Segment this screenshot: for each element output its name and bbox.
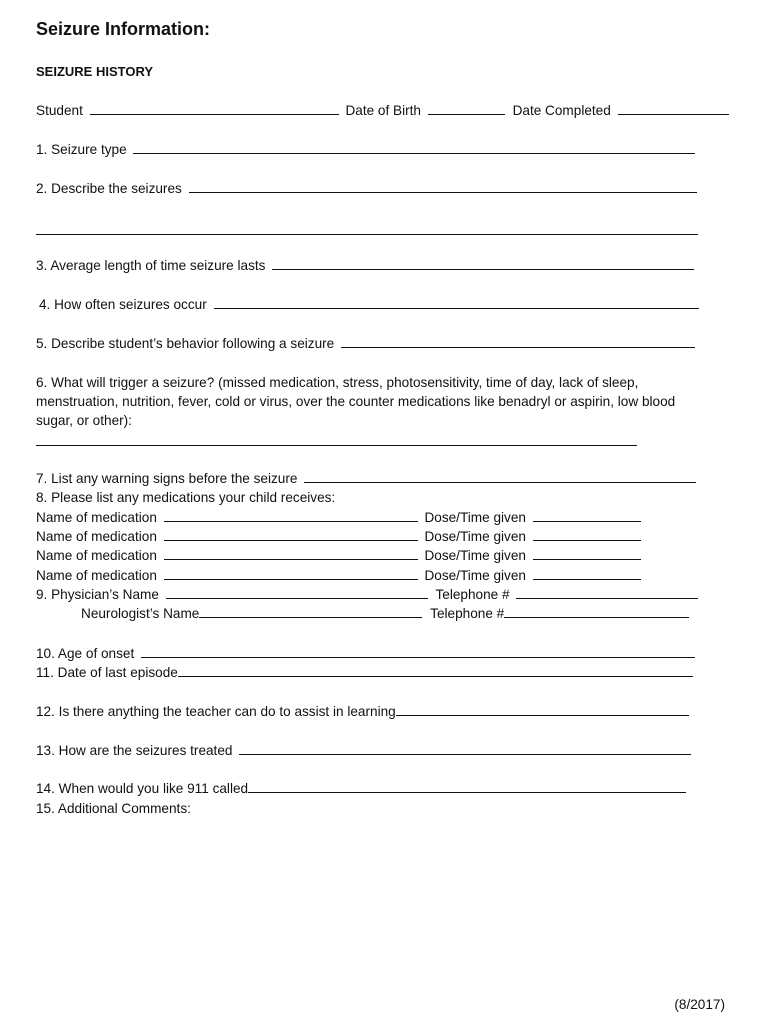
physician-telephone-field[interactable] — [516, 585, 698, 599]
question-5-label: 5. Describe student’s behavior following a seizure — [36, 336, 335, 351]
question-4-label: 4. How often seizures occur — [39, 297, 207, 312]
medication-row — [36, 566, 641, 585]
date-completed-label: Date Completed — [512, 103, 611, 118]
medication-label: Name of medication — [36, 548, 157, 563]
warning-signs-field[interactable] — [304, 469, 696, 483]
form-version: (8/2017) — [674, 997, 725, 1012]
dose-label: Dose/Time given — [424, 529, 526, 544]
date-completed-field[interactable] — [618, 101, 729, 115]
question-2-label: 2. Describe the seizures — [36, 181, 182, 196]
question-1 — [36, 140, 695, 159]
neurologist-telephone-field[interactable] — [504, 604, 689, 618]
question-6-line-2: menstruation, nutrition, fever, cold or virus, over the counter medications like benadryl or aspirin, low blood — [36, 394, 676, 409]
additional-comments-area[interactable] — [36, 822, 698, 982]
medication-row — [36, 546, 641, 565]
neurologist-name-field[interactable] — [199, 604, 422, 618]
dose-label: Dose/Time given — [424, 548, 526, 563]
question-4 — [39, 295, 699, 314]
medication-label: Name of medication — [36, 568, 157, 583]
medication-row — [36, 508, 641, 527]
question-12-label: 12. Is there anything the teacher can do to assist in learning — [36, 704, 396, 719]
dose-field[interactable] — [533, 566, 641, 580]
question-1-label: 1. Seizure type — [36, 142, 127, 157]
dob-label: Date of Birth — [345, 103, 421, 118]
dose-label: Dose/Time given — [424, 510, 526, 525]
question-5 — [36, 334, 695, 353]
student-field[interactable] — [90, 101, 339, 115]
dose-field[interactable] — [533, 508, 641, 522]
physician-name-field[interactable] — [166, 585, 428, 599]
question-10 — [36, 644, 695, 663]
question-14-label: 14. When would you like 911 called — [36, 781, 249, 796]
question-6-line-3: sugar, or other): — [36, 413, 132, 428]
question-13-label: 13. How are the seizures treated — [36, 743, 233, 758]
frequency-field[interactable] — [214, 295, 699, 309]
medication-name-field[interactable] — [164, 508, 418, 522]
question-11-label: 11. Date of last episode — [36, 665, 178, 680]
dose-field[interactable] — [533, 546, 641, 560]
seizure-type-field[interactable] — [133, 140, 695, 154]
question-8-label: 8. Please list any medications your child receives: — [36, 490, 336, 505]
question-14 — [36, 779, 686, 798]
describe-seizures-field-2[interactable] — [36, 221, 698, 235]
question-6-line-1: 6. What will trigger a seizure? (missed medication, stress, photosensitivity, time of day, lack of sleep, — [36, 375, 639, 390]
call-911-field[interactable] — [248, 779, 686, 793]
question-2 — [36, 179, 697, 198]
age-of-onset-field[interactable] — [141, 644, 695, 658]
question-3 — [36, 256, 694, 275]
medication-row — [36, 527, 641, 546]
medication-name-field[interactable] — [164, 527, 418, 541]
question-10-label: 10. Age of onset — [36, 646, 135, 661]
medication-label: Name of medication — [36, 529, 157, 544]
question-11 — [36, 663, 693, 682]
behavior-after-field[interactable] — [341, 334, 695, 348]
dob-field[interactable] — [428, 101, 505, 115]
neurologist-telephone-label: Telephone # — [430, 606, 505, 621]
question-15-label: 15. Additional Comments: — [36, 801, 191, 816]
question-7-label: 7. List any warning signs before the seizure — [36, 471, 298, 486]
medication-name-field[interactable] — [164, 546, 418, 560]
average-length-field[interactable] — [272, 256, 694, 270]
question-13 — [36, 741, 691, 760]
question-7 — [36, 469, 696, 488]
medication-label: Name of medication — [36, 510, 157, 525]
medication-name-field[interactable] — [164, 566, 418, 580]
page-title: Seizure Information: — [36, 19, 211, 39]
neurologist-row — [81, 604, 689, 623]
teacher-assist-field[interactable] — [396, 702, 689, 716]
dose-field[interactable] — [533, 527, 641, 541]
dose-label: Dose/Time given — [424, 568, 526, 583]
student-label: Student — [36, 103, 83, 118]
question-3-label: 3. Average length of time seizure lasts — [36, 258, 266, 273]
describe-seizures-field[interactable] — [189, 179, 697, 193]
physician-label: 9. Physician’s Name — [36, 587, 159, 602]
question-9-physician — [36, 585, 698, 604]
last-episode-field[interactable] — [178, 663, 693, 677]
student-row — [36, 101, 729, 120]
neurologist-label: Neurologist’s Name — [81, 606, 200, 621]
section-title: SEIZURE HISTORY — [36, 64, 154, 79]
treatment-field[interactable] — [239, 741, 691, 755]
triggers-field[interactable] — [36, 432, 637, 446]
question-12 — [36, 702, 689, 721]
physician-telephone-label: Telephone # — [435, 587, 510, 602]
